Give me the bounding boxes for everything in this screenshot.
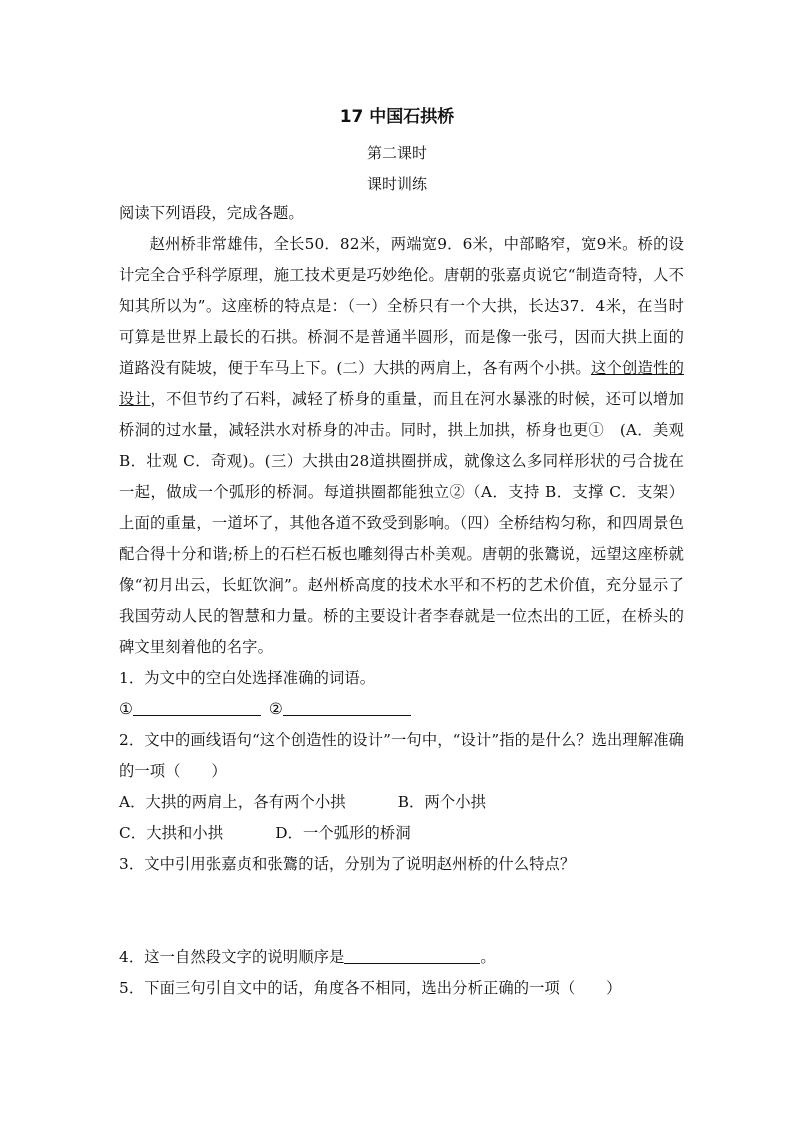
page-title: 17 中国石拱桥: [339, 107, 455, 127]
lesson-subtitle: 第二课时: [366, 144, 427, 162]
passage-part1: 赵州桥非常雄伟，全长50．82米，两端宽9．6米，中部略窄，宽9米。桥的设计完全合乎科学原理，施工技术更是巧妙绝伦。唐朝的张嘉贞说它“制造奇特，人不知其所以为”。这座桥的特点是：（一）全桥只有一个大拱，长达37．4米，在当时可算是世界上最长的石拱。桥洞不是普通半圆形，而是像一张弓，因而大拱上面的道路没有陡坡，便于车马上下。(二）大拱的两肩上，各有两个小拱。: [119, 235, 684, 377]
blank-1-label: ①: [119, 700, 133, 718]
content-body: [119, 198, 684, 1004]
option-d[interactable]: D．一个弧形的桥洞: [275, 824, 411, 842]
answer-space-3[interactable]: [119, 880, 684, 942]
option-a[interactable]: A．大拱的两肩上，各有两个小拱: [119, 793, 346, 811]
blank-2-label: ②: [268, 700, 283, 718]
underlined-sentence: 这个创造性的设计: [119, 359, 684, 408]
reading-passage: [119, 229, 684, 663]
option-b[interactable]: B．两个小拱: [397, 793, 487, 811]
option-c[interactable]: C．大拱和小拱: [119, 824, 224, 842]
passage-part2: ，不但节约了石料，减轻了桥身的重量，而且在河水暴涨的时候，还可以增加桥洞的过水量，减轻洪水对桥身的冲击。同时，拱上加拱，桥身也更① (A．美观 B．壮观 C．奇观)。(三）大拱由28道拱圈拼成，就像这么多同样形状的弓合拢在一起，做成一个弧形的桥洞。每道拱圈都能独立②（A．支持 B．支撑 C．支架）上面的重量，一道坏了，其他各道不致受到影响。（四）全桥结构匀称，和四周景色配合得十分和谐;桥上的石栏石板也雕刻得古朴美观。唐朝的张鷟说，远望这座桥就像“初月出云，长虹饮涧”。赵州桥高度的技术水平和不朽的艺术价值，充分显示了我国劳动人民的智慧和力量。桥的主要设计者李春就是一位杰出的工匠，在桥头的碑文里刻着他的名字。: [119, 390, 684, 656]
question-4-text: 4．这一自然段文字的说明顺序是: [119, 948, 345, 966]
question-1: 1．为文中的空白处选择准确的词语。: [119, 669, 376, 687]
answer-blank-1[interactable]: [133, 697, 261, 716]
question-1-answers: [119, 694, 684, 725]
exercise-subtitle: 课时训练: [366, 175, 427, 193]
question-2-options-cd: [119, 818, 684, 849]
answer-blank-2[interactable]: [283, 697, 411, 716]
question-2: 2．文中的画线语句“这个创造性的设计”一句中，“设计”指的是什么？选出理解准确的一项（ ）: [119, 731, 685, 780]
question-4: [119, 942, 684, 973]
instruction-text: 阅读下列语段，完成各题。: [119, 204, 304, 222]
question-4-period: 。: [480, 948, 496, 966]
question-5: 5．下面三句引自文中的话，角度各不相同，选出分析正确的一项（ ）: [119, 979, 622, 997]
question-2-options-ab: [119, 787, 684, 818]
answer-blank-4[interactable]: [344, 945, 480, 964]
question-3: 3．文中引用张嘉贞和张鷟的话，分别为了说明赵州桥的什么特点？: [119, 855, 576, 873]
